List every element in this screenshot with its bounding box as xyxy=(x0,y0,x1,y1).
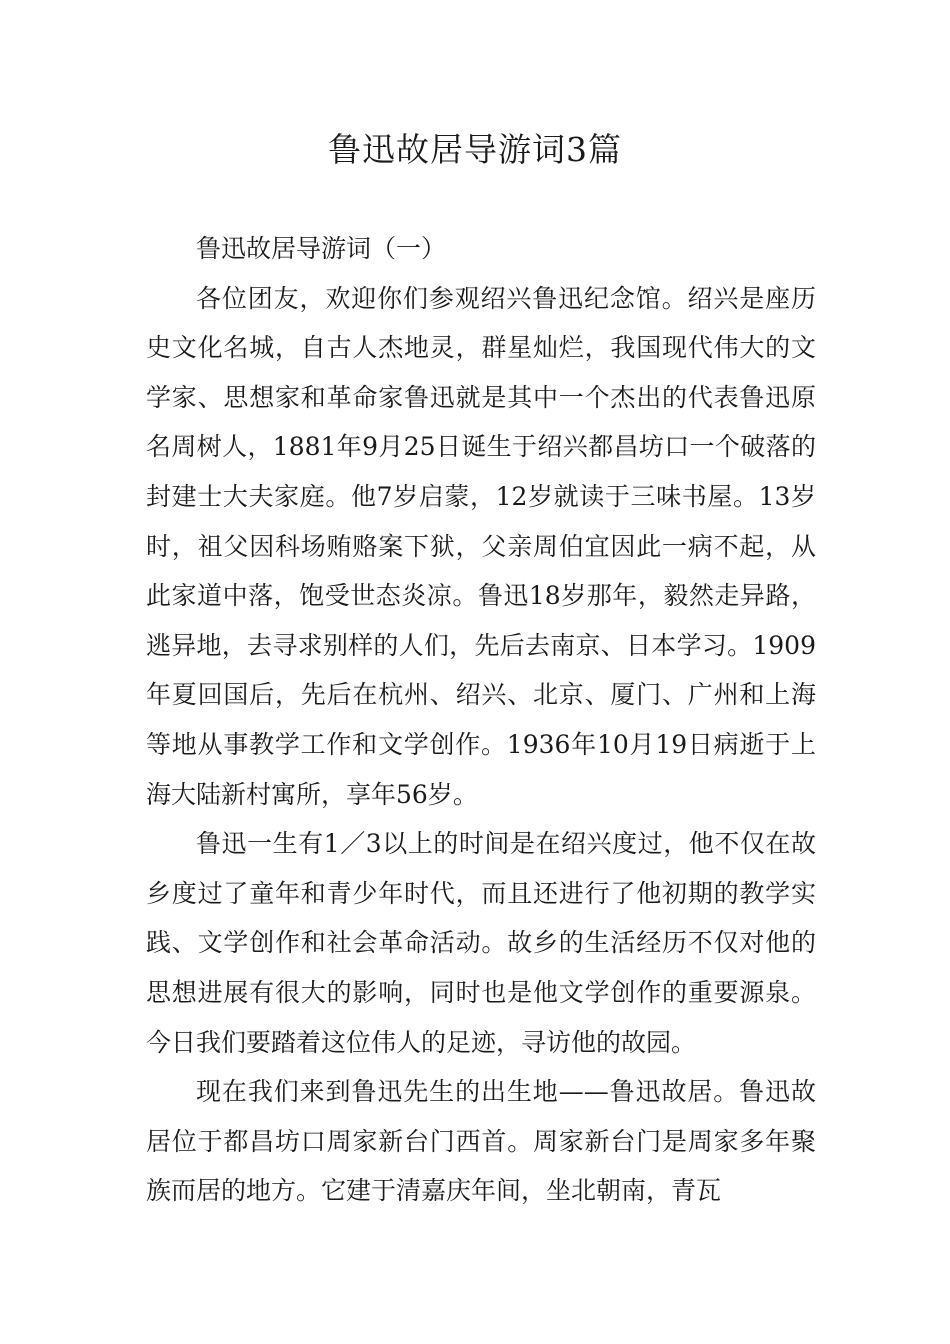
document-title: 鲁迅故居导游词3篇 xyxy=(328,130,622,169)
section-heading: 鲁迅故居导游词（一） xyxy=(196,234,447,263)
paragraph-1: 各位团友，欢迎你们参观绍兴鲁迅纪念馆。绍兴是座历史文化名城，自古人杰地灵，群星灿烂，我国现代伟大的文学家、思想家和革命家鲁迅就是其中一个杰出的代表鲁迅原名周树人，1881年9月25日诞生于绍兴都昌坊口一个破落的封建士大夫家庭。他7岁启蒙，12岁就读于三味书屋。13岁时，祖父因科场贿赂案下狱，父亲周伯宜因此一病不起，从此家道中落，饱受世态炎凉。鲁迅18岁那年，毅然走异路，逃异地，去寻求别样的人们，先后去南京、日本学习。1909年夏回国后，先后在杭州、绍兴、北京、厦门、广州和上海等地从事教学工作和文学创作。1936年10月19日病逝于上海大陆新村寓所，享年56岁。 xyxy=(146,283,816,809)
document-body xyxy=(146,224,816,1216)
paragraph-3: 现在我们来到鲁迅先生的出生地——鲁迅故居。鲁迅故居位于都昌坊口周家新台门西首。周家新台门是周家多年聚族而居的地方。它建于清嘉庆年间，坐北朝南，青瓦 xyxy=(146,1077,816,1206)
paragraph-2: 鲁迅一生有1／3以上的时间是在绍兴度过，他不仅在故乡度过了童年和青少年时代，而且还进行了他初期的教学实践、文学创作和社会革命活动。故乡的生活经历不仅对他的思想进展有很大的影响，同时也是他文学创作的重要源泉。今日我们要踏着这位伟人的足迹，寻访他的故园。 xyxy=(146,829,816,1057)
